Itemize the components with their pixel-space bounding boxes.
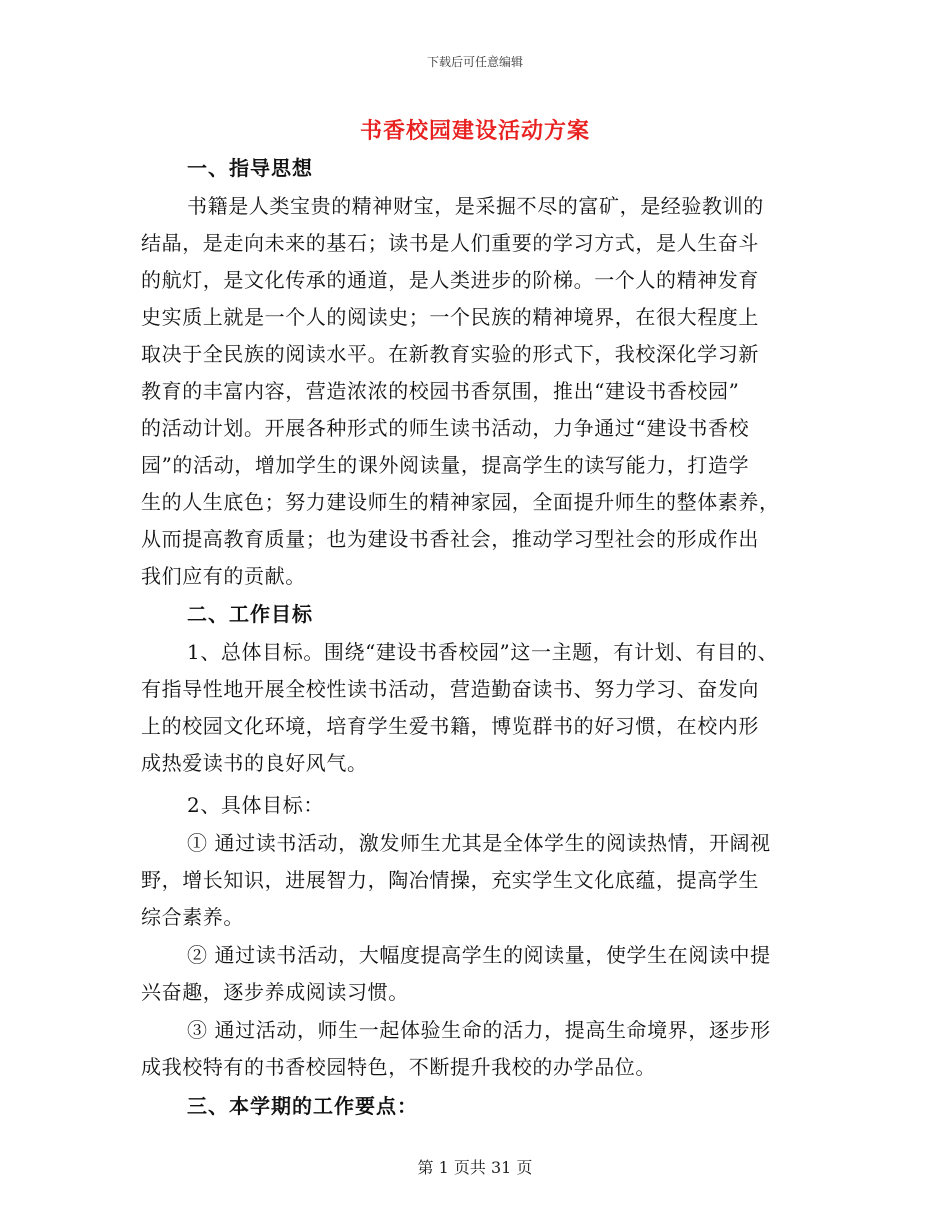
section-heading-guiding-ideology: 一、指导思想 [187, 156, 313, 180]
paragraph-line: 结晶，是走向未来的基石；读书是人们重要的学习方式，是人生奋斗 [141, 231, 759, 255]
paragraph-line: 上的校园文化环境，培育学生爱书籍，博览群书的好习惯，在校内形 [141, 714, 759, 738]
paragraph-line: 我们应有的贡献。 [141, 564, 306, 588]
section-heading-work-goals: 二、工作目标 [187, 602, 313, 626]
paragraph-line: 教育的丰富内容，营造浓浓的校园书香氛围，推出“建设书香校园” [141, 379, 740, 403]
page-header-note: 下载后可任意编辑 [426, 55, 523, 69]
subheading-specific-goals: 2、具体目标： [187, 793, 324, 817]
paragraph-line: 野，增长知识，进展智力，陶冶情操，充实学生文化底蕴，提高学生 [141, 868, 759, 892]
paragraph-line: 史实质上就是一个人的阅读史；一个民族的精神境界，在很大程度上 [141, 305, 759, 329]
section-heading-semester-key-points: 三、本学期的工作要点： [187, 1094, 418, 1118]
paragraph-line: 生的人生底色；努力建设师生的精神家园，全面提升师生的整体素养， [141, 490, 780, 514]
paragraph-line: ① 通过读书活动，激发师生尤其是全体学生的阅读热情，开阔视 [187, 831, 771, 855]
paragraph-line: 兴奋趣，逐步养成阅读习惯。 [141, 980, 409, 1004]
page-number: 第 1 页共 31 页 [417, 1158, 533, 1177]
paragraph-line: 从而提高教育质量；也为建设书香社会，推动学习型社会的形成作出 [141, 527, 759, 551]
paragraph-line: 取决于全民族的阅读水平。在新教育实验的形式下，我校深化学习新 [141, 342, 759, 366]
paragraph-line: 成热爱读书的良好风气。 [141, 751, 368, 775]
paragraph-line: 综合素养。 [141, 905, 244, 929]
paragraph-line: 有指导性地开展全校性读书活动，营造勤奋读书、努力学习、奋发向 [141, 677, 759, 701]
paragraph-line: 的航灯，是文化传承的通道，是人类进步的阶梯。一个人的精神发育 [141, 268, 759, 292]
paragraph-line: 1、总体目标。围绕“建设书香校园”这一主题，有计划、有目的、 [187, 640, 779, 664]
document-title: 书香校园建设活动方案 [359, 118, 590, 144]
paragraph-line: ② 通过读书活动，大幅度提高学生的阅读量，使学生在阅读中提 [187, 943, 771, 967]
paragraph-line: 书籍是人类宝贵的精神财宝，是采掘不尽的富矿，是经验教训的 [187, 194, 764, 218]
paragraph-line: 成我校特有的书香校园特色，不断提升我校的办学品位。 [141, 1055, 656, 1079]
paragraph-line: ③ 通过活动，师生一起体验生命的活力，提高生命境界，逐步形 [187, 1018, 771, 1042]
paragraph-line: 园”的活动，增加学生的课外阅读量，提高学生的读写能力，打造学 [141, 453, 750, 477]
paragraph-line: 的活动计划。开展各种形式的师生读书活动，力争通过“建设书香校 [141, 416, 750, 440]
